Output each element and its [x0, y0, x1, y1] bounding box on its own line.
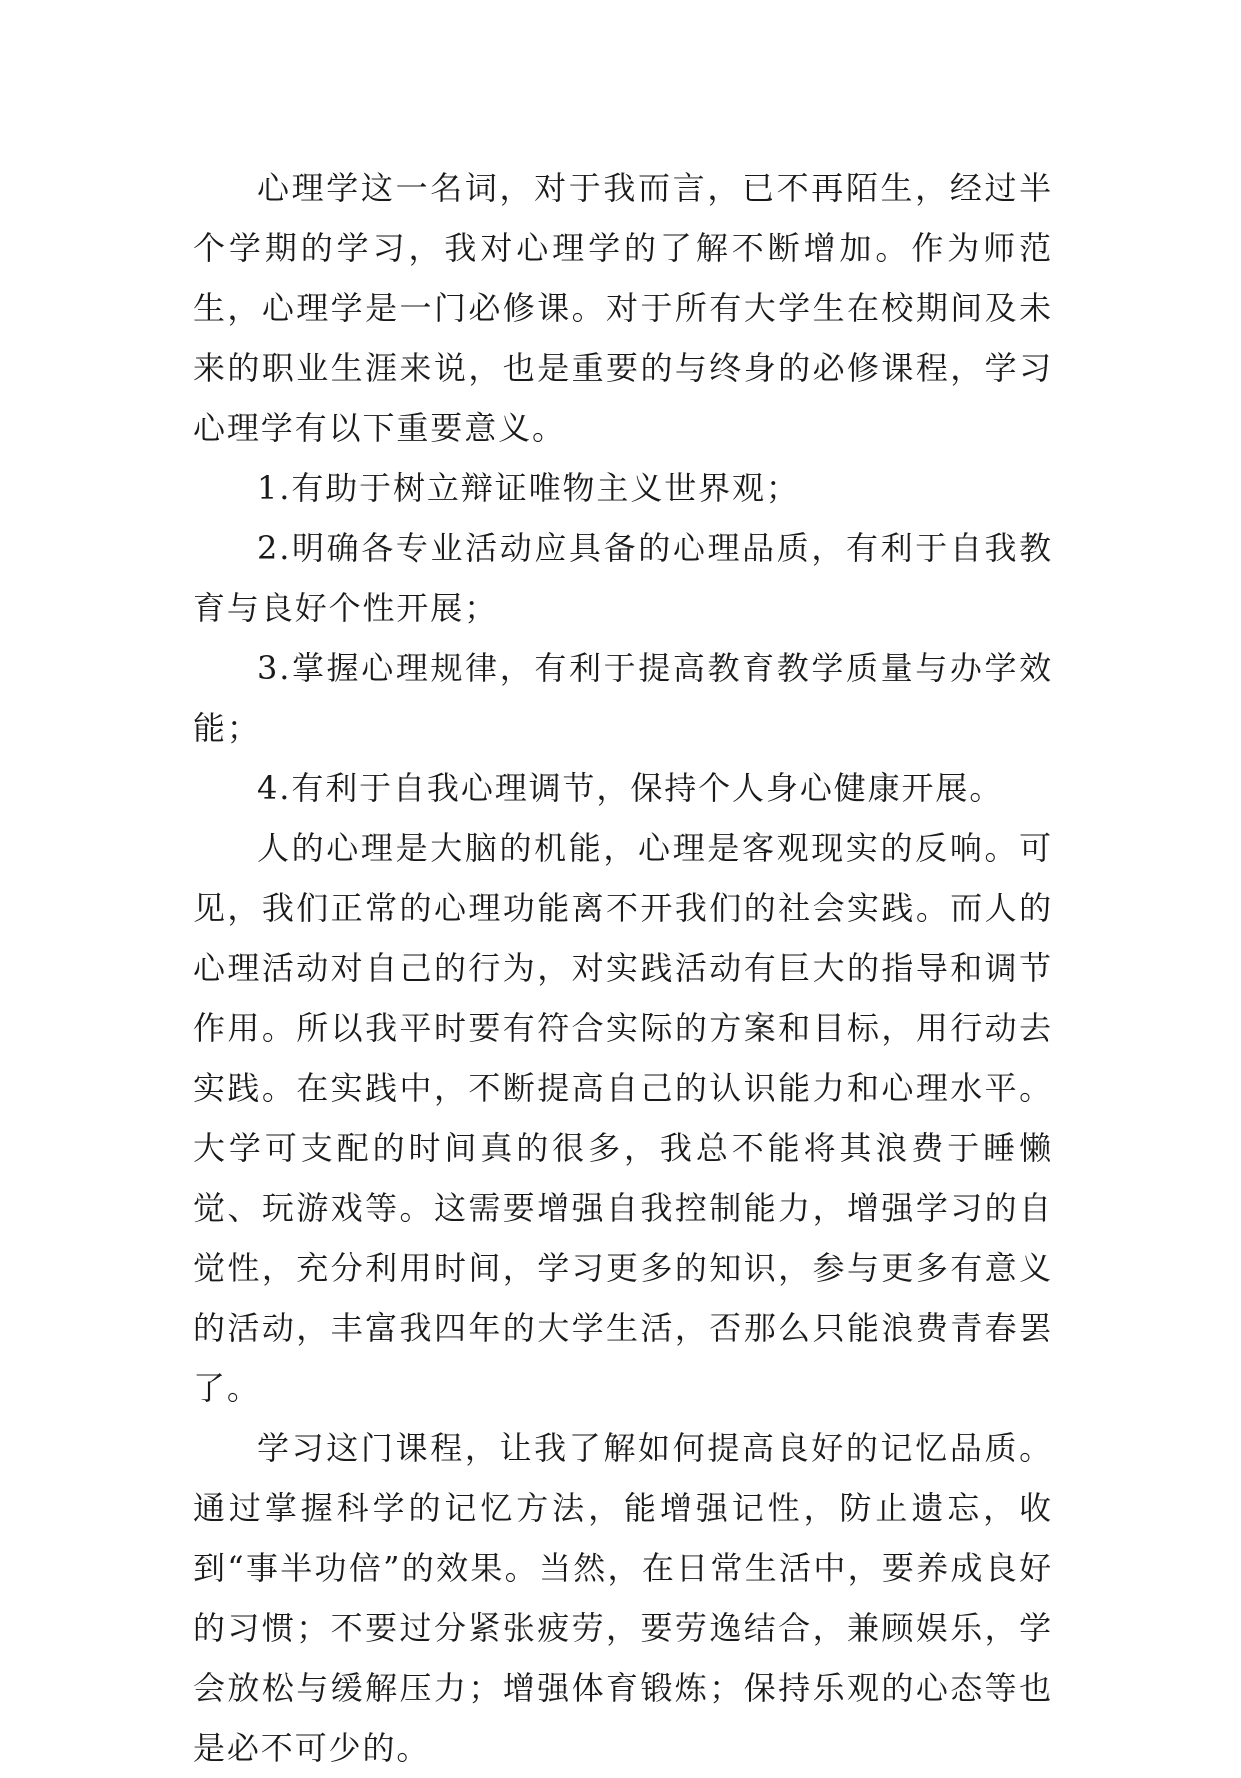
paragraph-intro: 心理学这一名词，对于我而言，已不再陌生，经过半个学期的学习，我对心理学的了解不断增加。作为师范生，心理学是一门必修课。对于所有大学生在校期间及未来的职业生涯来说，也是重要的与终身的必修课程，学习心理学有以下重要意义。 — [193, 169, 1053, 447]
paragraph-memory: 学习这门课程，让我了解如何提高良好的记忆品质。通过掌握科学的记忆方法，能增强记性，防止遗忘，收到“事半功倍”的效果。当然，在日常生活中，要养成良好的习惯；不要过分紧张疲劳，要劳逸结合，兼顾娱乐，学会放松与缓解压力；增强体育锻炼；保持乐观的心态等也是必不可少的。 — [193, 1429, 1053, 1767]
list-item-1: 1.有助于树立辩证唯物主义世界观； — [257, 469, 800, 507]
list-item-2: 2.明确各专业活动应具备的心理品质，有利于自我教育与良好个性开展； — [193, 529, 1053, 627]
document-body — [193, 158, 1053, 1778]
paragraph-mind-practice: 人的心理是大脑的机能，心理是客观现实的反响。可见，我们正常的心理功能离不开我们的社会实践。而人的心理活动对自己的行为，对实践活动有巨大的指导和调节作用。所以我平时要有符合实际的方案和目标，用行动去实践。在实践中，不断提高自己的认识能力和心理水平。大学可支配的时间真的很多，我总不能将其浪费于睡懒觉、玩游戏等。这需要增强自我控制能力，增强学习的自觉性，充分利用时间，学习更多的知识，参与更多有意义的活动，丰富我四年的大学生活，否那么只能浪费青春罢了。 — [193, 829, 1053, 1407]
list-item-3: 3.掌握心理规律，有利于提高教育教学质量与办学效能； — [193, 649, 1053, 747]
list-item-4: 4.有利于自我心理调节，保持个人身心健康开展。 — [257, 769, 1004, 807]
